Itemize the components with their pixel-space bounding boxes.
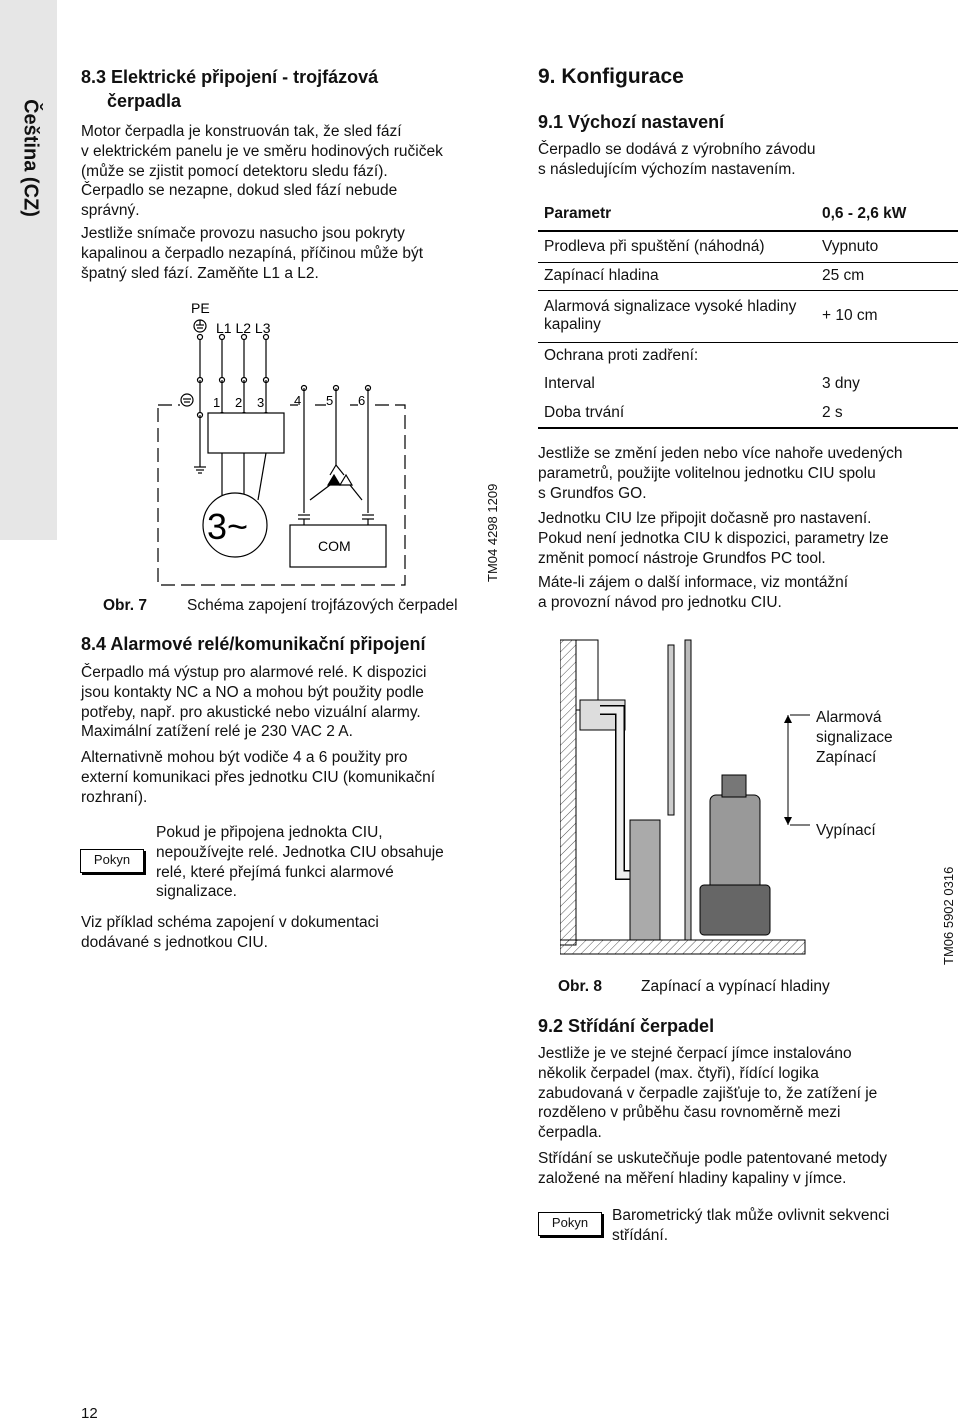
figure-8-label: Obr. 8	[558, 978, 602, 995]
section-9-1-paragraph-3: Máte-li zájem o další informace, viz montážní a provozní návod pro jednotku CIU.	[538, 574, 849, 611]
terminal-4: 4	[294, 393, 302, 408]
section-9-1-intro: Čerpadlo se dodává z výrobního závodu s následujícím výchozím nastavením.	[538, 141, 816, 178]
section-8-4-title: 8.4 Alarmové relé/komunikační připojení	[81, 634, 426, 654]
table-cell: Ochrana proti zadření:	[544, 347, 699, 365]
section-8-4-paragraph-3: Viz příklad schéma zapojení v dokumentaci dodávané s jednotkou CIU.	[81, 914, 379, 951]
section-8-4-paragraph-1: Čerpadlo má výstup pro alarmové relé. K dispozici jsou kontakty NC a NO a mohou být použity podle potřeby, např. pro akustické nebo vizuální alarmy. Maximální zatížení relé je 230 VAC 2 A.	[81, 664, 427, 741]
com-label: COM	[318, 538, 351, 554]
figure-8-code: TM06 5902 0316	[941, 866, 956, 965]
section-9-1-paragraph-1: Jestliže se změní jeden nebo více nahoře uvedených parametrů, použijte volitelnou jednotku CIU spolu s Grundfos GO.	[538, 445, 903, 502]
table-header-row	[538, 198, 958, 231]
table-cell: + 10 cm	[816, 290, 958, 342]
figure-7-code: TM04 4298 1209	[485, 483, 500, 582]
language-sidebar	[0, 0, 57, 540]
section-8-3-paragraph-1: Motor čerpadla je konstruován tak, že sled fází v elektrickém panelu je ve směru hodinových ručiček (může se zjistit pomocí detektoru sledu fází). Čerpadlo se nezapne, dokud sled fází nebude správný.	[81, 123, 443, 220]
table-row	[538, 290, 958, 342]
table-row	[538, 398, 958, 428]
table-row	[538, 231, 958, 262]
section-9-1-paragraph-2: Jednotku CIU lze připojit dočasně pro nastavení. Pokud není jednotka CIU k dispozici, parametry lze změnit pomocí nástroje Grundfos PC tool.	[538, 510, 889, 567]
section-9-title: 9. Konfigurace	[538, 65, 684, 88]
figure-7-caption: Schéma zapojení trojfázových čerpadel	[187, 597, 458, 614]
table-cell: Alarmová signalizace vysoké hladiny kapaliny	[538, 290, 816, 342]
table-header-cell: Parametr	[538, 198, 816, 231]
section-8-4-paragraph-2: Alternativně mohou být vodiče 4 a 6 použity pro externí komunikaci přes jednotku CIU (komunikační rozhraní).	[81, 749, 436, 806]
section-8-3-title: 8.3 Elektrické připojení - trojfázová čerpadla	[81, 67, 379, 111]
terminal-5: 5	[326, 393, 334, 408]
pokyn-badge: Pokyn	[80, 849, 144, 873]
table-cell: Zapínací hladina	[538, 262, 816, 290]
section-9-1-title: 9.1 Výchozí nastavení	[538, 112, 725, 132]
table-cell: Interval	[544, 375, 595, 392]
section-9-2-title: 9.2 Střídání čerpadel	[538, 1016, 715, 1036]
pokyn-badge: Pokyn	[538, 1212, 602, 1236]
table-cell	[816, 342, 958, 370]
table-row	[538, 370, 958, 398]
terminal-1: 1	[213, 395, 221, 410]
level-labels-upper: Alarmová signalizace Zapínací	[816, 709, 893, 766]
terminal-6: 6	[358, 393, 366, 408]
terminal-2: 2	[235, 395, 243, 410]
phase-lines-label: L1 L2 L3	[216, 320, 271, 336]
table-cell: Vypnuto	[816, 231, 958, 262]
motor-symbol: 3~	[207, 506, 249, 547]
level-label-off: Vypínací	[816, 822, 876, 839]
table-cell: 2 s	[816, 398, 958, 428]
wiring-diagram	[140, 295, 520, 595]
section-8-3-paragraph-2: Jestliže snímače provozu nasucho jsou pokryty kapalinou a čerpadlo nezapíná, příčinou může být špatný sled fází. Zaměňte L1 a L2.	[81, 225, 424, 282]
barometric-note: Barometrický tlak může ovlivnit sekvenci střídání.	[612, 1207, 890, 1244]
table-cell: 3 dny	[822, 375, 860, 392]
figure-8-caption: Zapínací a vypínací hladiny	[641, 978, 830, 995]
table-cell: 25 cm	[816, 262, 958, 290]
section-9-2-paragraph-1: Jestliže je ve stejné čerpací jímce instalováno několik čerpadel (max. čtyři), řídící logika zabudovaná v čerpadle zajišťuje to, že zatížení je rozděleno v průběhu času rovnoměrně mezi čerpadla.	[538, 1045, 878, 1142]
table-row	[538, 342, 958, 370]
table-row	[538, 262, 958, 290]
default-settings-table	[538, 198, 958, 429]
section-9-2-paragraph-2: Střídání se uskutečňuje podle patentované metody založené na měření hladiny kapaliny v jímce.	[538, 1150, 887, 1187]
page-number: 12	[81, 1405, 98, 1422]
table-cell: Prodleva při spuštění (náhodná)	[538, 231, 816, 262]
ciu-note: Pokud je připojena jednokta CIU, nepoužívejte relé. Jednotka CIU obsahuje relé, které přejímá funkci alarmové signalizace.	[156, 824, 444, 901]
language-label: Čeština (CZ)	[19, 99, 42, 217]
pe-label: PE	[191, 300, 210, 316]
figure-7-label: Obr. 7	[103, 597, 147, 614]
terminal-3: 3	[257, 395, 265, 410]
pump-sump-illustration	[560, 635, 810, 965]
table-cell: Doba trvání	[538, 398, 816, 428]
table-header-cell: 0,6 - 2,6 kW	[816, 198, 958, 231]
